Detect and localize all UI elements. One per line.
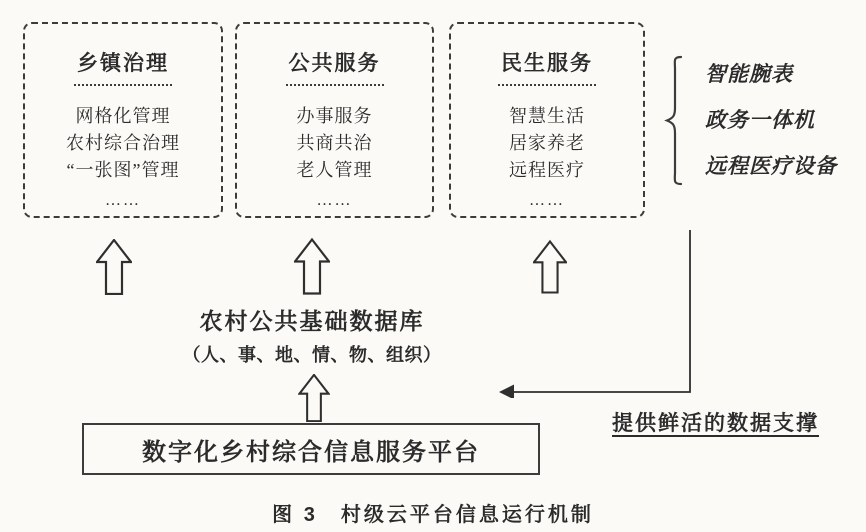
box-item-list	[451, 103, 643, 214]
box-title: 公共服务	[286, 47, 384, 86]
platform-label: 数字化乡村综合信息服务平台	[142, 439, 480, 466]
box-item: 居家养老	[509, 133, 585, 153]
box-title: 民生服务	[498, 47, 596, 86]
box-item: “一张图”管理	[66, 160, 180, 180]
box-title: 乡镇治理	[74, 47, 172, 86]
box-item-list	[237, 103, 432, 214]
box-item: 老人管理	[296, 160, 373, 180]
platform-box	[82, 423, 540, 475]
box-item: 网格化管理	[75, 106, 171, 126]
device-item: 智能腕表	[705, 62, 793, 86]
box-item: 办事服务	[296, 106, 373, 126]
box-item-list	[25, 103, 221, 214]
device-item: 政务一体机	[705, 108, 815, 132]
feedback-label: 提供鲜活的数据支撑	[612, 411, 819, 435]
box-ellipsis: ……	[529, 192, 565, 209]
box-ellipsis: ……	[105, 192, 141, 209]
service-box-public-service	[235, 22, 434, 218]
database-block	[82, 303, 542, 367]
block-arrow-up-icon	[96, 239, 132, 295]
box-item: 远程医疗	[509, 160, 585, 180]
figure-caption: 图 3 村级云平台信息运行机制	[272, 504, 594, 526]
block-arrow-up-icon	[298, 374, 330, 422]
box-item: 智慧生活	[509, 106, 585, 126]
device-item: 远程医疗设备	[705, 154, 837, 178]
elbow-arrow-left-icon	[494, 224, 696, 398]
box-item: 农村综合治理	[66, 133, 180, 153]
box-ellipsis: ……	[316, 192, 353, 209]
database-title: 农村公共基础数据库	[199, 309, 425, 334]
service-box-livelihood-service	[449, 22, 645, 218]
box-title-wrap	[451, 47, 643, 86]
curly-brace-icon	[664, 55, 684, 186]
block-arrow-up-icon	[294, 238, 330, 295]
service-box-township-governance	[23, 22, 223, 218]
device-list	[705, 51, 837, 189]
box-item: 共商共治	[296, 133, 373, 153]
box-title-wrap	[237, 47, 432, 86]
database-subtitle: （人、事、地、情、物、组织）	[182, 345, 442, 365]
box-title-wrap	[25, 47, 221, 86]
